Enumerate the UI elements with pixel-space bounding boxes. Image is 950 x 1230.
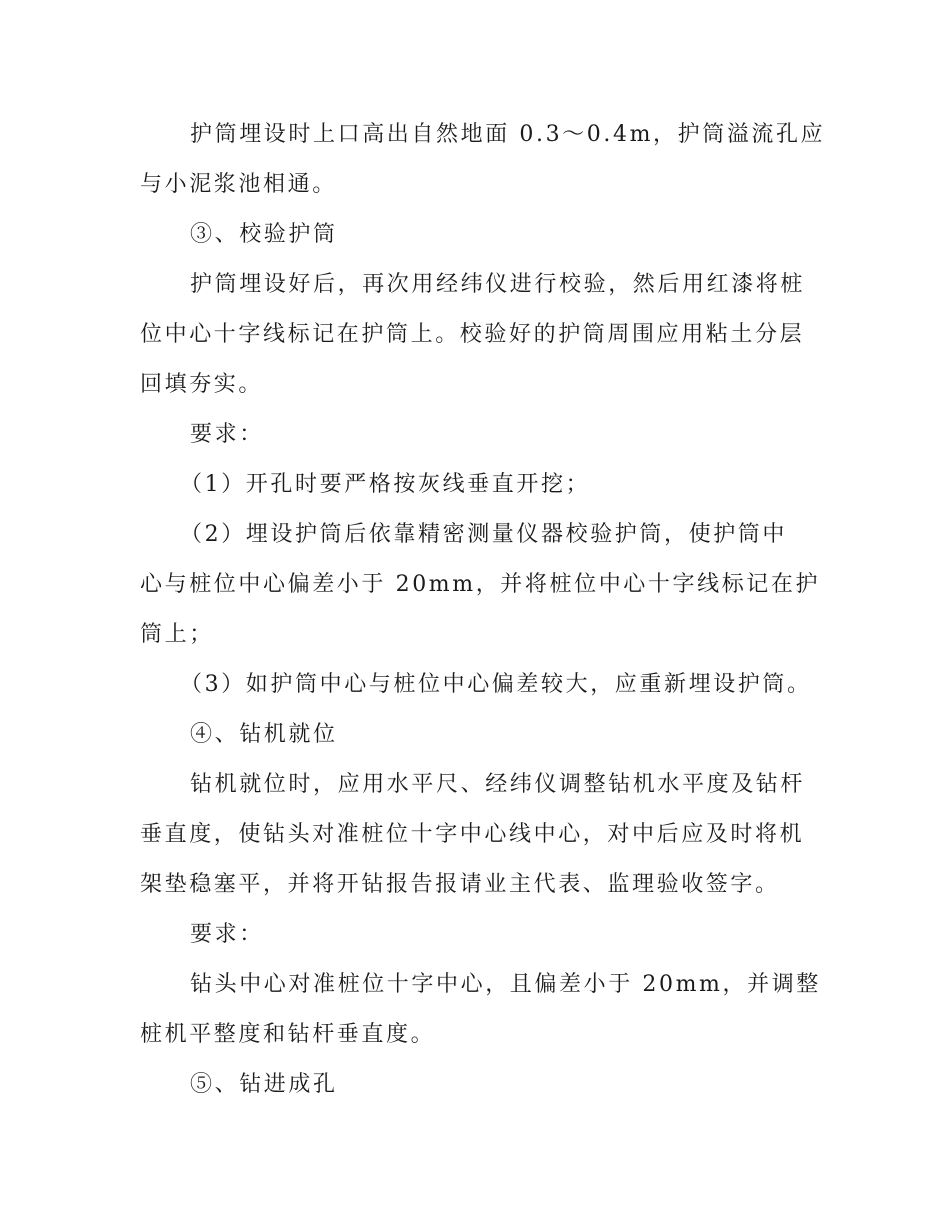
section-heading-rig-positioning: ④、钻机就位	[190, 722, 338, 747]
requirements-label: 要求：	[190, 922, 264, 947]
section-heading-verify-casing: ③、校验护筒	[190, 222, 338, 247]
text-line: 钻机就位时，应用水平尺、经纬仪调整钻机水平度及钻杆	[190, 772, 806, 797]
text-line: 筒上；	[140, 622, 214, 647]
requirement-item-1: （1）开孔时要严格按灰线垂直开挖；	[180, 472, 591, 497]
text-line: 心与桩位中心偏差小于 20mm，并将桩位中心十字线标记在护	[140, 572, 821, 597]
text-line: 桩机平整度和钻杆垂直度。	[140, 1022, 436, 1047]
text-line: 护筒埋设好后，再次用经纬仪进行校验，然后用红漆将桩	[190, 272, 806, 297]
text-line: 钻头中心对准桩位十字中心，且偏差小于 20mm，并调整	[190, 972, 821, 997]
text-line: 回填夯实。	[140, 372, 264, 397]
requirement-item-2: （2）埋设护筒后依靠精密测量仪器校验护筒，使护筒中	[180, 522, 787, 547]
requirements-label: 要求：	[190, 422, 264, 447]
requirement-item-3: （3）如护筒中心与桩位中心偏差较大，应重新埋设护筒。	[180, 672, 812, 697]
text-line: 架垫稳塞平，并将开钻报告报请业主代表、监理验收签字。	[140, 872, 780, 897]
text-line: 位中心十字线标记在护筒上。校验好的护筒周围应用粘土分层	[140, 322, 805, 347]
section-heading-drilling: ⑤、钻进成孔	[190, 1072, 338, 1097]
text-line: 垂直度，使钻头对准桩位十字中心线中心，对中后应及时将机	[140, 822, 805, 847]
text-line: 护筒埋设时上口高出自然地面 0.3～0.4m，护筒溢流孔应	[190, 122, 826, 147]
text-line: 与小泥浆池相通。	[140, 172, 337, 197]
